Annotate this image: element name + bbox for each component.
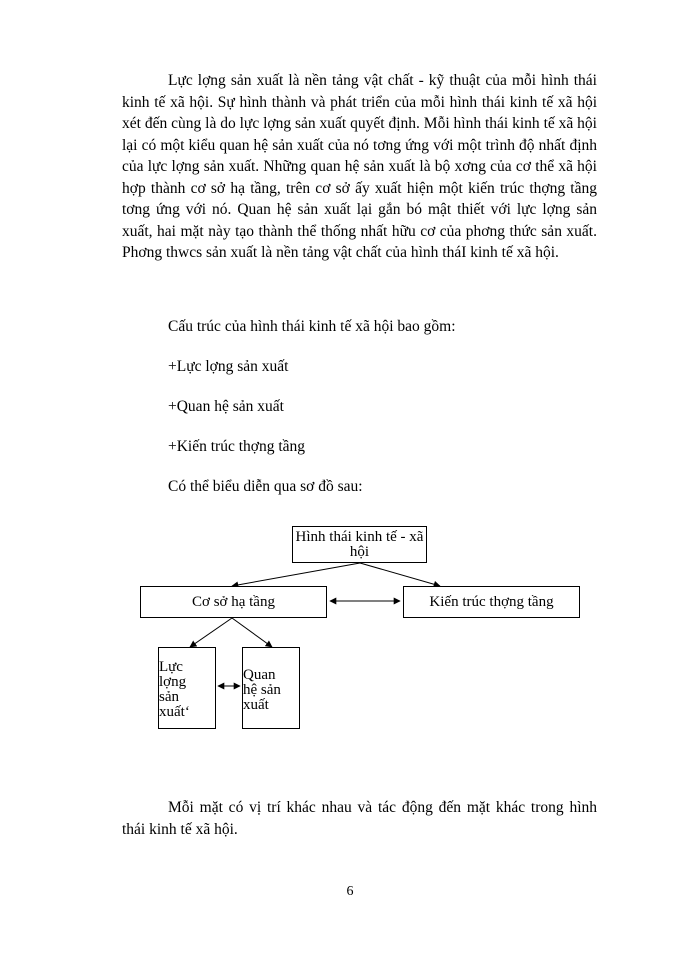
box-infrastructure-label: Cơ sở hạ tầng [192, 593, 275, 610]
box-b-line-2: hệ sản [243, 681, 281, 698]
arrow-base-to-child-a [190, 618, 232, 647]
box-b-line-1: Quan [243, 666, 276, 683]
box-a-line-1: Lực [159, 659, 183, 675]
list-item-productive-forces: +Lực lợng sản xuất [168, 358, 289, 375]
box-a-line-3: sản [159, 689, 179, 705]
box-b-line-3: xuất [243, 696, 269, 713]
box-superstructure-label: Kiến trúc thợng tầng [429, 593, 554, 610]
box-superstructure [403, 586, 580, 618]
box-socio-economic-formation [292, 526, 427, 563]
paragraph-2: Mỗi mặt có vị trí khác nhau và tác động đến mặt khác trong hình thái kinh tế xã hội. [122, 799, 597, 838]
list-item-superstructure: +Kiến trúc thợng tầng [168, 438, 306, 455]
box-a-line-2: lợng [159, 674, 187, 690]
paragraph-1: Lực lợng sản xuất là nền tảng vật chất - kỹ thuật của mỗi hình thái kinh tế xã hội. Sự hình thành và phát triển của mỗi hình thái kinh tế xã hội xét đến cùng là do lực lợng sản xuất quyết định. Mỗi hình thái kinh tế xã hội lại có một kiểu quan hệ sản xuất của nó tơng ứng với một trình độ nhất định của lực lợng sản xuất. Những quan hệ sản xuất là bộ xơng của cơ thể xã hội hợp thành cơ sở hạ tầng, trên cơ sở ấy xuất hiện một kiến trúc thợng tầng tơng ứng với nó. Quan hệ sản xuất lại gắn bó mật thiết với lực lợng sản xuất, hai mặt này tạo thành thể thống nhất hữu cơ của phơng thức sản xuất. Phơng thwcs sản xuất là nền tảng vật chất của hình tháI kinh tế xã hội. [122, 72, 597, 261]
box-productive-forces [158, 647, 216, 729]
box-a-line-4: xuất‘ [159, 704, 190, 720]
box-production-relations [242, 647, 300, 729]
arrow-base-to-child-b [232, 618, 272, 647]
page-number: 6 [346, 884, 354, 899]
box-top-line-1: Hình thái kinh tế - xã [295, 528, 424, 545]
list-item-production-relations: +Quan hệ sản xuất [168, 398, 284, 415]
diagram-intro: Có thể biểu diễn qua sơ đồ sau: [168, 478, 363, 495]
box-infrastructure [140, 586, 327, 618]
arrow-top-to-left [232, 563, 360, 586]
structure-intro: Cấu trúc của hình thái kinh tế xã hội bao gồm: [168, 318, 456, 335]
box-top-line-2: hội [349, 543, 370, 560]
arrow-top-to-right [360, 563, 440, 586]
